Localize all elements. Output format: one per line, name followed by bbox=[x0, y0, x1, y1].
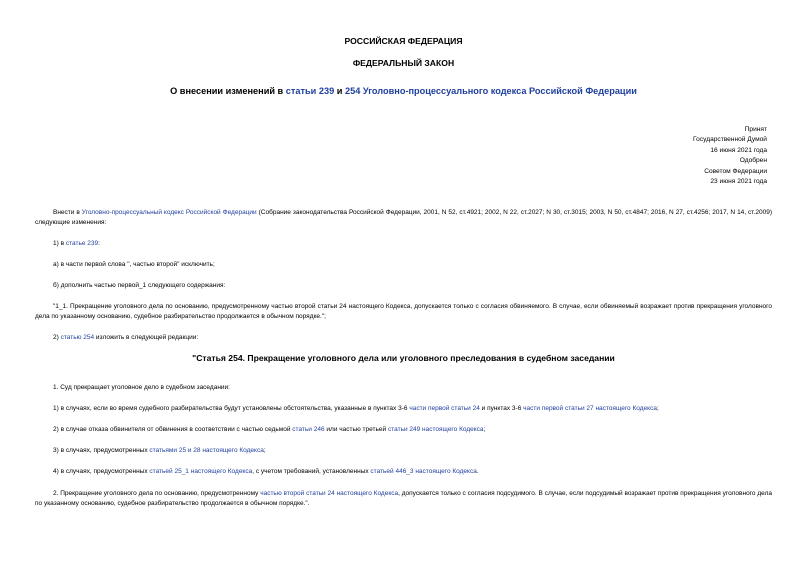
adoption-line: Принят bbox=[744, 126, 767, 133]
link-article-254-body[interactable]: статью 254 bbox=[60, 334, 95, 341]
para-2-text-b: и пунктах 3-6 bbox=[481, 405, 522, 412]
adoption-line: 23 июня 2021 года bbox=[710, 178, 767, 186]
para-6-text-a: 2. Прекращение уголовного дела по основанию, предусмотренному bbox=[53, 490, 259, 497]
link-upk[interactable]: Уголовно-процессуальный кодекс Российской Федерации bbox=[81, 209, 257, 216]
para-2-text-a: 1) в случаях, если во время судебного разбирательства будут установлены обстоятельства, указанные в пунктах 3-6 bbox=[53, 405, 408, 412]
item-2-text-a: 2) bbox=[53, 334, 59, 341]
para-3-text-a: 2) в случае отказа обвинителя от обвинения в соответствии с частью седьмой bbox=[53, 426, 291, 433]
item-2-text-b: изложить в следующей редакции: bbox=[95, 334, 199, 341]
title-prefix: О внесении изменений в bbox=[170, 86, 284, 96]
item-2 bbox=[35, 333, 772, 343]
link-art-249[interactable]: статьи 249 настоящего Кодекса bbox=[387, 426, 484, 433]
para-3-end: ; bbox=[483, 426, 486, 433]
para-5-text-a: 4) в случаях, предусмотренных bbox=[53, 468, 148, 475]
link-art-246[interactable]: статьи 246 bbox=[292, 426, 325, 433]
intro-text-b: (Собрание законодательства Российской Федерации, 2001, N 52, ст.4921; 2002, N 22, ст.2027; N 30, ст.3015; 2003, N 50, ст.4847; 2016, N 27, ст.4256; 2017, N 14, ст.2009) следующие изменения: bbox=[35, 209, 772, 226]
title-mid: и bbox=[336, 86, 343, 96]
adoption-line: Государственной Думой bbox=[693, 136, 767, 144]
link-art-25-1[interactable]: статьей 25_1 настоящего Кодекса bbox=[149, 468, 253, 475]
adoption-line: 16 июня 2021 года bbox=[710, 146, 767, 154]
item-1-text: 1) в bbox=[53, 240, 65, 247]
quote-1-1: "1_1. Прекращение уголовного дела по основанию, предусмотренному частью второй статьи 24 настоящего Кодекса, допускается только с согласия обвиняемого. В случае, если обвиняемый возражает против прекращения уголовного дела по указанному основанию, судебное разбирательство продолжается в обычном порядке."; bbox=[35, 303, 772, 320]
link-art-25-28[interactable]: статьями 25 и 28 настоящего Кодекса bbox=[149, 447, 264, 454]
article-para-3 bbox=[35, 425, 772, 435]
law-title bbox=[0, 86, 807, 96]
law-type-heading: ФЕДЕРАЛЬНЫЙ ЗАКОН bbox=[352, 58, 455, 68]
para-2-end: ; bbox=[656, 405, 659, 412]
para-5-end: . bbox=[476, 468, 479, 475]
link-article-239-body[interactable]: статье 239 bbox=[65, 240, 99, 247]
item-1a: а) в части первой слова ", частью второй" исключить; bbox=[53, 261, 215, 268]
link-article-254-code[interactable]: 254 Уголовно-процессуального кодекса Российской Федерации bbox=[344, 86, 637, 96]
article-para-2 bbox=[35, 404, 772, 414]
intro-text-a: Внести в bbox=[53, 209, 80, 216]
item-1 bbox=[35, 239, 772, 249]
para-6-text-b: , допускается только с согласия подсудимого. В случае, если подсудимый возражает против прекращения уголовного дела по указанному основанию, судебное разбирательство продолжается в обычном порядке.". bbox=[35, 490, 772, 507]
adoption-line: Одобрен bbox=[739, 157, 767, 165]
article-para-6 bbox=[35, 489, 772, 509]
item-1-colon: : bbox=[98, 240, 100, 247]
para-4-end: ; bbox=[263, 447, 266, 454]
link-art-446-3[interactable]: статьей 446_3 настоящего Кодекса bbox=[370, 468, 477, 475]
intro-paragraph bbox=[35, 208, 772, 228]
article-para-4 bbox=[35, 446, 772, 456]
article-para-5 bbox=[35, 467, 772, 477]
link-art-24-part-2[interactable]: частью второй статьи 24 настоящего Кодекса bbox=[260, 490, 399, 497]
article-254-title: "Статья 254. Прекращение уголовного дела или уголовного преследования в судебном заседании bbox=[192, 353, 615, 363]
para-4-text-a: 3) в случаях, предусмотренных bbox=[53, 447, 148, 454]
article-para-1: 1. Суд прекращает уголовное дело в судебном заседании: bbox=[53, 384, 230, 391]
para-3-text-b: или частью третьей bbox=[326, 426, 387, 433]
link-art-24-part-1[interactable]: части первой статьи 24 bbox=[409, 405, 480, 412]
federation-heading: РОССИЙСКАЯ ФЕДЕРАЦИЯ bbox=[344, 36, 463, 46]
link-article-239[interactable]: статьи 239 bbox=[285, 86, 335, 96]
adoption-line: Советом Федерации bbox=[704, 167, 767, 175]
adoption-block bbox=[567, 125, 767, 187]
link-art-27-part-1[interactable]: части первой статьи 27 настоящего Кодекса bbox=[523, 405, 657, 412]
item-1b: б) дополнить частью первой_1 следующего содержания: bbox=[53, 282, 226, 289]
para-5-text-b: , с учетом требований, установленных bbox=[252, 468, 369, 475]
